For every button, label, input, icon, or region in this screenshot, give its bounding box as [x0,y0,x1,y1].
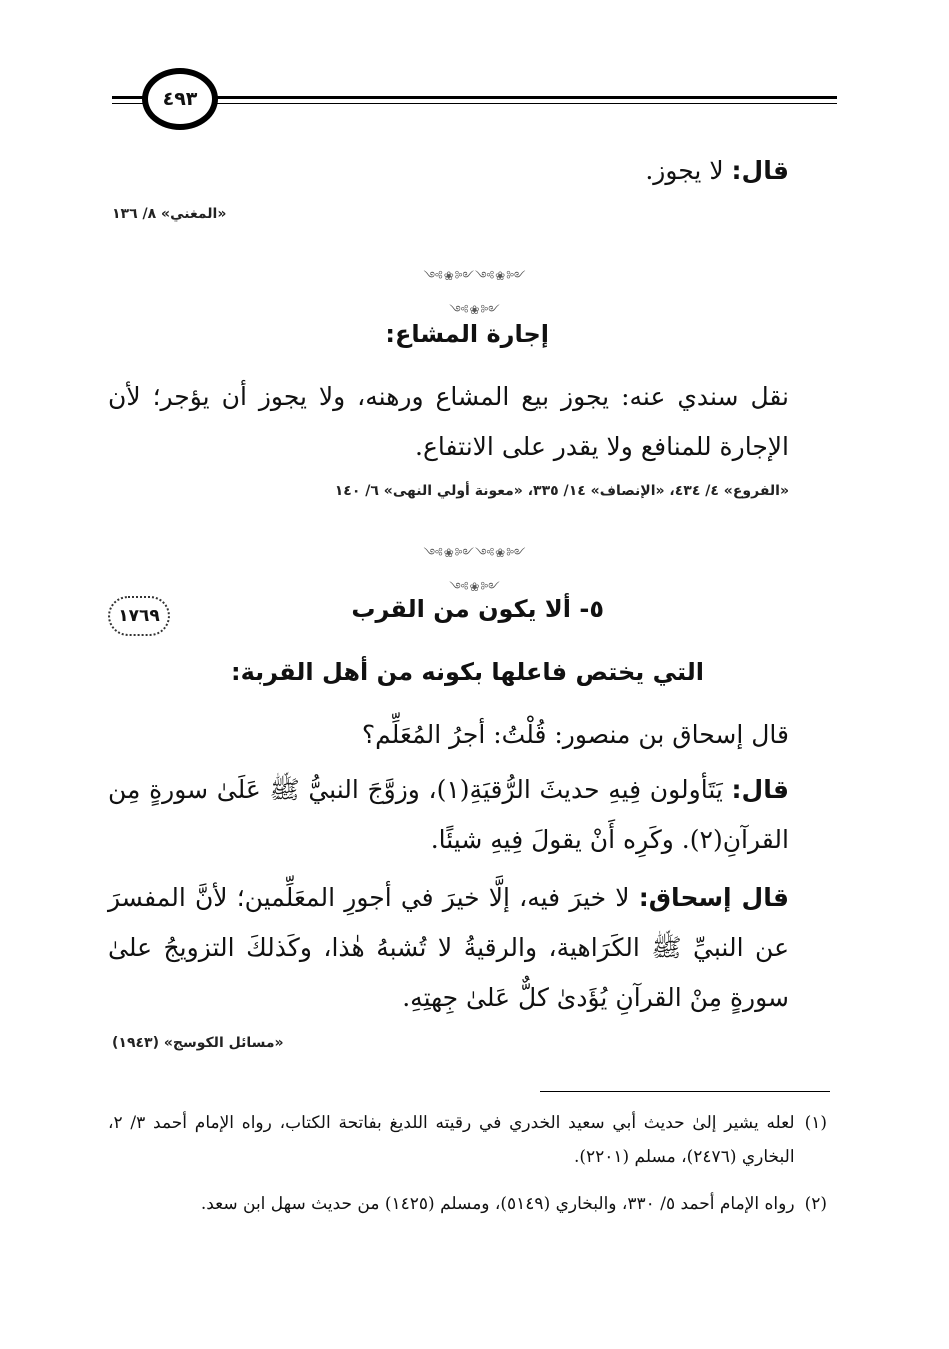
ruling-text: لا يجوز. [645,156,732,185]
source-citation: «مسائل الكوسج» (١٩٤٣) [112,1035,284,1051]
footnote-text: لعله يشير إلىٰ حديث أبي سعيد الخدري في رقيته اللديغ بفاتحة الكتاب، رواه الإمام أحمد ٣/ ٢، البخاري (٢٤٧٦)، مسلم (٢٢٠١). [108,1113,795,1167]
section-heading: إجارة المشاع: [385,320,549,348]
footnote-text: رواه الإمام أحمد ٥/ ٣٣٠، والبخاري (٥١٤٩)، ومسلم (١٤٢٥) من حديث سهل ابن سعد. [200,1194,795,1214]
ruling-line [645,146,789,196]
footnote [108,1106,827,1174]
ornament-divider: ༺❀༻༺❀༻༺❀༻ [423,269,527,317]
page-number: ٤٩٣ [142,68,218,130]
issue-number-badge: ١٧٦٩ [108,596,170,636]
source-citation: «الفروع» ٤/ ٤٣٤، «الإنصاف» ١٤/ ٣٣٥، «معونة أولي النهى» ٦/ ١٤٠ [334,483,789,499]
ishaq-text: لا خيرَ فيه، إلَّا خيرَ في أجورِ المعَلِّمين؛ لأنَّ المفسرَ عن النبيِّ ﷺ الكَرَاهية، والرقيةُ لا تُشبهُ هٰذا، وكَذلكَ التزويجُ علىٰ سورةٍ مِنْ القرآنِ يُؤَدىٰ كلٌّ عَلىٰ جِهتِهِ. [108,883,789,1012]
qal-label: قال: [731,775,789,804]
footnote-number: (١) [804,1113,827,1133]
header-rule-long-thin [215,103,837,104]
header-rule-long [215,96,837,99]
paragraph: نقل سندي عنه: يجوز بيع المشاع ورهنه، ولا يجوز أن يؤجر؛ لأن الإجارة للمنافع ولا يقدر على الانتفاع. [108,382,789,461]
header-rule-short-thin [112,103,146,104]
ornament-divider: ༺❀༻༺❀༻༺❀༻ [423,546,527,594]
header-rule-short [112,96,146,99]
section-subheading: التي يختص فاعلها بكونه من أهل القربة: [230,658,704,686]
answer-paragraph [108,765,789,865]
section-heading: ٥- ألا يكون من القرب [351,595,604,623]
footnote [108,1187,827,1221]
source-citation: «المغني» ٨/ ١٣٦ [112,206,227,222]
question-line: قال إسحاق بن منصور: قُلْتُ: أجرُ المُعَلِّم؟ [361,720,789,749]
footnote-number: (٢) [804,1194,827,1214]
ishaq-paragraph [108,873,789,1023]
qal-label: قال: [731,156,789,185]
footnote-rule [540,1091,830,1092]
qal-ishaq-label: قال إسحاق: [638,883,789,912]
answer-text: يَتَأولون فِيهِ حديثَ الرُّقيَةِ(١)، وزوَّجَ النبيُّ ﷺ عَلَىٰ سورةٍ مِن القرآنِ(٢). وكَرِه أَنْ يقولَ فِيهِ شيئًا. [108,775,789,854]
